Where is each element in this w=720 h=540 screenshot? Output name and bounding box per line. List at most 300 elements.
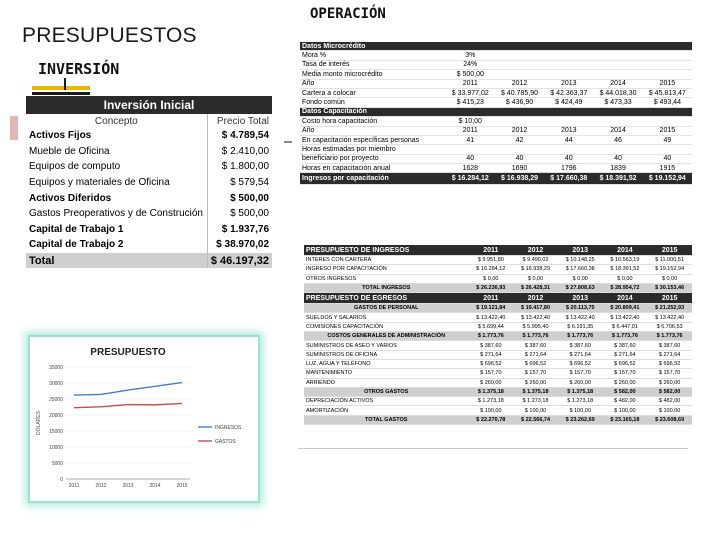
table-row (304, 378, 692, 387)
cell-value (544, 70, 593, 79)
row-value: $ 579,54 (207, 175, 272, 191)
cell-value: $ 16.938,29 (495, 173, 544, 185)
cell-value: 2012 (513, 293, 558, 304)
cell-value: $ 157,70 (468, 369, 513, 378)
heading-underline-accent (32, 86, 90, 90)
cell-value: $ 271,64 (647, 350, 692, 359)
table-row (300, 154, 692, 163)
table-row (300, 173, 692, 185)
cell-value: 2011 (468, 293, 513, 304)
table-row (304, 406, 692, 415)
row-label: OTROS INGRESOS (304, 274, 468, 283)
cell-value: $ 582,00 (647, 387, 692, 396)
row-label: OTROS GASTOS (304, 387, 468, 396)
cell-value: $ 100,00 (647, 406, 692, 415)
cell-value: $ 9.490,02 (513, 256, 558, 265)
table-row (300, 60, 692, 69)
cell-value: $ 415,23 (446, 98, 495, 107)
cell-value: $ 19.152,94 (647, 265, 692, 274)
row-label: Año (300, 79, 446, 88)
x-tick-label: 2015 (176, 483, 188, 489)
cell-value: $ 26.428,31 (513, 283, 558, 292)
cell-value: $ 0,00 (468, 274, 513, 283)
cell-value (643, 117, 692, 126)
cell-value: $ 696,52 (603, 359, 648, 368)
table-row (26, 190, 272, 206)
cell-value: $ 13.422,40 (647, 313, 692, 322)
cell-value: $ 13.422,40 (468, 313, 513, 322)
legend-label: INGRESOS (215, 425, 242, 431)
table-row (300, 126, 692, 135)
row-value: $ 500,00 (207, 190, 272, 206)
cell-value: $ 23.165,18 (603, 415, 648, 424)
cell-value: $ 100,00 (468, 406, 513, 415)
row-label: GASTOS DE PERSONAL (304, 304, 468, 313)
cell-value: 2015 (643, 79, 692, 88)
operacion-heading: OPERACIÓN (310, 6, 386, 22)
cell-value (495, 51, 544, 60)
connector-dash (284, 141, 292, 143)
table-row (26, 175, 272, 191)
cell-value: $ 271,64 (603, 350, 648, 359)
cell-value: $ 17.660,38 (558, 265, 603, 274)
cell-value: $ 10,00 (446, 117, 495, 126)
y-axis-label: DÓLARES (36, 411, 42, 435)
cell-value: 2014 (593, 126, 642, 135)
cell-value: 40 (495, 154, 544, 163)
cell-value: $ 1.273,18 (468, 397, 513, 406)
table-row (300, 98, 692, 107)
cell-value (643, 51, 692, 60)
cell-value: 2014 (603, 293, 648, 304)
cell-value: $ 696,52 (513, 359, 558, 368)
cell-value: $ 157,70 (513, 369, 558, 378)
cell-value: 2012 (495, 126, 544, 135)
cell-value (544, 42, 593, 51)
cell-value: $ 696,52 (647, 359, 692, 368)
total-row (304, 283, 692, 292)
cell-value: $ 20.113,75 (558, 304, 603, 313)
row-value: $ 1.937,76 (207, 222, 272, 238)
row-label: TOTAL INGRESOS (304, 283, 468, 292)
total-value: $ 46.197,32 (207, 253, 272, 269)
cell-value: $ 1.375,18 (468, 387, 513, 396)
cell-value (495, 145, 544, 154)
cell-value: $ 1.375,18 (513, 387, 558, 396)
row-label: DEPRECIACIÓN ACTIVOS (304, 397, 468, 406)
cell-value (593, 60, 642, 69)
cell-value: 2012 (513, 245, 558, 256)
row-label: Gastos Preoperativos y de Construción (29, 208, 203, 220)
table-row (304, 274, 692, 283)
cell-value: 2013 (558, 245, 603, 256)
cell-value: $ 1.773,76 (647, 332, 692, 341)
cell-value: $ 10.148,25 (558, 256, 603, 265)
y-tick-label: 35000 (49, 364, 63, 371)
table-row (304, 350, 692, 359)
cell-value (446, 145, 495, 154)
cell-value: $ 157,70 (603, 369, 648, 378)
cell-value: $ 44.018,30 (593, 88, 642, 97)
cell-value (544, 60, 593, 69)
cell-value: $ 16.938,29 (513, 265, 558, 274)
cell-value: 2013 (558, 293, 603, 304)
table-row (300, 51, 692, 60)
legend-label: GASTOS (215, 439, 236, 445)
row-label: Fondo común (300, 98, 446, 107)
table-row (304, 369, 692, 378)
y-tick-label: 0 (60, 476, 63, 483)
cell-value: 1796 (544, 164, 593, 173)
cell-value: $ 27.808,63 (558, 283, 603, 292)
cell-value: $ 260,00 (603, 378, 648, 387)
cell-value: 40 (643, 154, 692, 163)
cell-value (643, 60, 692, 69)
row-label: En capacitación específicas personas (300, 135, 446, 144)
cell-value (593, 70, 642, 79)
row-label: COMISIONES CAPACITACIÓN (304, 322, 468, 331)
cell-value: $ 387,60 (603, 341, 648, 350)
cell-value: $ 696,52 (468, 359, 513, 368)
cell-value (593, 107, 642, 116)
cell-value: 2014 (593, 79, 642, 88)
row-value: $ 4.789,54 (207, 128, 272, 144)
cell-value: $ 271,64 (468, 350, 513, 359)
table-row (300, 117, 692, 126)
table-row (26, 159, 272, 175)
row-label: Tasa de interés (300, 60, 446, 69)
row-label: ARRIENDO (304, 378, 468, 387)
cell-value: $ 1.273,18 (558, 397, 603, 406)
total-label: Total (26, 253, 207, 269)
row-label: Datos Microcrédito (300, 42, 446, 51)
cell-value: 44 (544, 135, 593, 144)
cell-value: $ 387,60 (647, 341, 692, 350)
x-tick-label: 2011 (68, 483, 80, 489)
cell-value (643, 107, 692, 116)
cell-value: $ 23.608,69 (647, 415, 692, 424)
row-label: Equipos y materiales de Oficina (29, 177, 170, 189)
page-title: PRESUPUESTOS (22, 24, 197, 47)
cell-value: $ 21.252,93 (647, 304, 692, 313)
cell-value (544, 117, 593, 126)
row-label: SUMINISTROS DE OFICINA (304, 350, 468, 359)
cell-value: $ 1.273,18 (513, 397, 558, 406)
cell-value: $ 26.236,93 (468, 283, 513, 292)
cell-value: $ 157,70 (558, 369, 603, 378)
cell-value: $ 6.447,01 (603, 322, 648, 331)
row-label: Equipos de computo (29, 161, 121, 173)
row-label: Activos Diferidos (29, 192, 112, 204)
cell-value: 1915 (643, 164, 692, 173)
series-line-gastos (74, 403, 182, 407)
cell-value: $ 18.391,52 (593, 173, 642, 185)
cell-value (495, 107, 544, 116)
row-label: Horas estimadas por miembro (300, 145, 446, 154)
cell-value (544, 107, 593, 116)
cell-value: 41 (446, 135, 495, 144)
cell-value: $ 0,00 (513, 274, 558, 283)
cell-value: $ 260,00 (468, 378, 513, 387)
cell-value: $ 1.375,18 (558, 387, 603, 396)
cell-value: 2013 (544, 79, 593, 88)
cell-value (593, 42, 642, 51)
table-row (304, 341, 692, 350)
cell-value: $ 0,00 (603, 274, 648, 283)
y-tick-label: 15000 (49, 428, 63, 435)
row-label: MANTENIMIENTO (304, 369, 468, 378)
cell-value: 2013 (544, 126, 593, 135)
row-label: COSTOS GENERALES DE ADMINISTRACIÓN (304, 332, 468, 341)
cell-value: $ 22.270,78 (468, 415, 513, 424)
cell-value: $ 271,64 (558, 350, 603, 359)
y-tick-label: 25000 (49, 396, 63, 403)
cell-value (544, 51, 593, 60)
cell-value (593, 145, 642, 154)
cell-value: $ 5.995,40 (513, 322, 558, 331)
cell-value: 2011 (446, 126, 495, 135)
row-label: TOTAL GASTOS (304, 415, 468, 424)
cell-value: $ 13.422,40 (558, 313, 603, 322)
cell-value: 1628 (446, 164, 495, 173)
table-row (26, 144, 272, 160)
cell-value: 24% (446, 60, 495, 69)
table-row (304, 359, 692, 368)
cell-value: $ 20.809,41 (603, 304, 648, 313)
row-label: SUMINISTROS DE ASEO Y VARIOS (304, 341, 468, 350)
cell-value (643, 145, 692, 154)
cell-value (446, 42, 495, 51)
cell-value: $ 5.699,44 (468, 322, 513, 331)
cell-value: $ 23.262,69 (558, 415, 603, 424)
row-label: Ingresos por capacitación (300, 173, 446, 185)
cell-value: 2012 (495, 79, 544, 88)
table-row (26, 206, 272, 222)
budget-chart (30, 337, 258, 501)
row-label: AMORTIZACIÓN (304, 406, 468, 415)
total-row (304, 415, 692, 424)
cell-value: $ 100,00 (558, 406, 603, 415)
row-label: INGRESO POR CAPACITACIÓN (304, 265, 468, 274)
cell-value: $ 40.785,90 (495, 88, 544, 97)
cell-value: $ 28.954,72 (603, 283, 648, 292)
row-label: Capital de Trabajo 2 (29, 239, 124, 251)
row-label: Año (300, 126, 446, 135)
cell-value: $ 482,00 (603, 397, 648, 406)
table-row (304, 397, 692, 406)
row-label: Activos Fijos (29, 130, 92, 142)
row-label: PRESUPUESTO DE EGRESOS (304, 293, 468, 304)
cell-value: $ 13.422,40 (513, 313, 558, 322)
budget-chart-frame (28, 335, 260, 503)
cell-value: $ 696,52 (558, 359, 603, 368)
section-band (304, 245, 692, 256)
cell-value: 42 (495, 135, 544, 144)
row-label: LUZ, AGUA Y TELÉFONO (304, 359, 468, 368)
operacion-table (300, 42, 692, 185)
table-row (304, 256, 692, 265)
row-label: Cartera a colocar (300, 88, 446, 97)
table-row (300, 79, 692, 88)
x-tick-label: 2014 (149, 483, 161, 489)
cell-value: 2011 (468, 245, 513, 256)
row-value: $ 38.970,02 (207, 237, 272, 253)
cell-value: 40 (446, 154, 495, 163)
table-row (300, 164, 692, 173)
table-row (26, 222, 272, 238)
table-row (304, 265, 692, 274)
cell-value (643, 70, 692, 79)
cell-value: $ 1.773,76 (468, 332, 513, 341)
cell-value: 3% (446, 51, 495, 60)
column-header-price: Precio Total (207, 114, 272, 128)
column-header-concept: Concepto (94, 115, 138, 127)
cell-value: $ 16.284,12 (446, 173, 495, 185)
cell-value: $ 157,70 (647, 369, 692, 378)
presupuesto-table (304, 245, 692, 425)
row-label: Costo hora capacitación (300, 117, 446, 126)
row-label: SUELDOS Y SALARIOS (304, 313, 468, 322)
inversion-heading: INVERSIÓN (38, 60, 120, 78)
cell-value (593, 117, 642, 126)
table-row (300, 88, 692, 97)
total-row (26, 253, 272, 269)
row-label: Datos Capacitación (300, 107, 446, 116)
cell-value: $ 6.191,35 (558, 322, 603, 331)
cell-value (495, 70, 544, 79)
cell-value: $ 500,00 (446, 70, 495, 79)
cell-value: 40 (593, 154, 642, 163)
cell-value: $ 17.660,38 (544, 173, 593, 185)
cell-value: 1690 (495, 164, 544, 173)
cell-value: 46 (593, 135, 642, 144)
cell-value (495, 42, 544, 51)
cell-value: 2011 (446, 79, 495, 88)
cell-value: $ 436,90 (495, 98, 544, 107)
series-line-ingresos (74, 383, 182, 396)
cell-value (495, 60, 544, 69)
cell-value: $ 1.773,76 (603, 332, 648, 341)
cell-value: 49 (643, 135, 692, 144)
cell-value: $ 22.566,74 (513, 415, 558, 424)
table-row (304, 387, 692, 396)
y-tick-label: 30000 (49, 380, 63, 387)
heading-divider-mark (64, 78, 66, 90)
table-row (304, 313, 692, 322)
cell-value: 40 (544, 154, 593, 163)
cell-value: $ 387,60 (468, 341, 513, 350)
cell-value: $ 260,00 (558, 378, 603, 387)
row-label: Mora % (300, 51, 446, 60)
inversion-table-header: Inversión Inicial (26, 96, 272, 114)
cell-value: $ 19.121,84 (468, 304, 513, 313)
cell-value: 1839 (593, 164, 642, 173)
cell-value (643, 42, 692, 51)
cell-value: $ 10.563,19 (603, 256, 648, 265)
cell-value: $ 16.284,12 (468, 265, 513, 274)
cell-value: $ 11.000,51 (647, 256, 692, 265)
side-mark (10, 116, 18, 140)
cell-value: $ 19.417,80 (513, 304, 558, 313)
cell-value: $ 260,00 (647, 378, 692, 387)
cell-value: $ 387,60 (513, 341, 558, 350)
cell-value: 2015 (647, 245, 692, 256)
row-label: PRESUPUESTO DE INGRESOS (304, 245, 468, 256)
table-separator (298, 448, 688, 449)
cell-value: 2015 (647, 293, 692, 304)
table-row (304, 322, 692, 331)
table-row (304, 332, 692, 341)
y-tick-label: 10000 (49, 444, 63, 451)
cell-value: $ 424,49 (544, 98, 593, 107)
cell-value: $ 45.813,47 (643, 88, 692, 97)
cell-value (495, 117, 544, 126)
cell-value: $ 387,60 (558, 341, 603, 350)
cell-value: $ 1.773,76 (558, 332, 603, 341)
row-label: Media monto microcrédito (300, 70, 446, 79)
row-value: $ 1.800,00 (207, 159, 272, 175)
table-row (304, 304, 692, 313)
x-tick-label: 2012 (95, 483, 107, 489)
cell-value: $ 9.951,80 (468, 256, 513, 265)
cell-value: $ 582,00 (603, 387, 648, 396)
cell-value (593, 51, 642, 60)
x-tick-label: 2013 (122, 483, 134, 489)
cell-value: $ 260,00 (513, 378, 558, 387)
cell-value: $ 30.153,46 (647, 283, 692, 292)
table-row (300, 145, 692, 154)
cell-value: $ 18.391,52 (603, 265, 648, 274)
cell-value: $ 493,44 (643, 98, 692, 107)
row-label: INTERES CON CARTERA (304, 256, 468, 265)
row-value: $ 2.410,00 (207, 144, 272, 160)
row-label: Mueble de Oficina (29, 145, 110, 157)
cell-value: $ 6.706,53 (647, 322, 692, 331)
table-row (300, 135, 692, 144)
heading-underline (32, 92, 90, 95)
cell-value: $ 0,00 (558, 274, 603, 283)
cell-value: $ 473,33 (593, 98, 642, 107)
y-tick-label: 20000 (49, 412, 63, 419)
cell-value: $ 271,64 (513, 350, 558, 359)
section-band (300, 42, 692, 51)
row-label: Horas en capacitación anual (300, 164, 446, 173)
row-label: beneficiario por proyecto (300, 154, 446, 163)
section-band (304, 293, 692, 304)
section-band (300, 107, 692, 116)
inversion-table (26, 96, 272, 268)
cell-value: $ 482,00 (647, 397, 692, 406)
cell-value: $ 13.422,40 (603, 313, 648, 322)
chart-title: PRESUPUESTO (90, 347, 166, 358)
y-tick-label: 5000 (51, 460, 63, 467)
cell-value: 2015 (643, 126, 692, 135)
cell-value: $ 100,00 (603, 406, 648, 415)
cell-value: $ 100,00 (513, 406, 558, 415)
row-label: Capital de Trabajo 1 (29, 223, 124, 235)
table-row (26, 237, 272, 253)
table-row (26, 128, 272, 144)
table-row (300, 70, 692, 79)
cell-value: $ 0,00 (647, 274, 692, 283)
cell-value (446, 107, 495, 116)
cell-value: 2014 (603, 245, 648, 256)
cell-value (544, 145, 593, 154)
row-value: $ 500,00 (207, 206, 272, 222)
cell-value: $ 42.363,37 (544, 88, 593, 97)
cell-value: $ 33.977,02 (446, 88, 495, 97)
cell-value: $ 19.152,94 (643, 173, 692, 185)
